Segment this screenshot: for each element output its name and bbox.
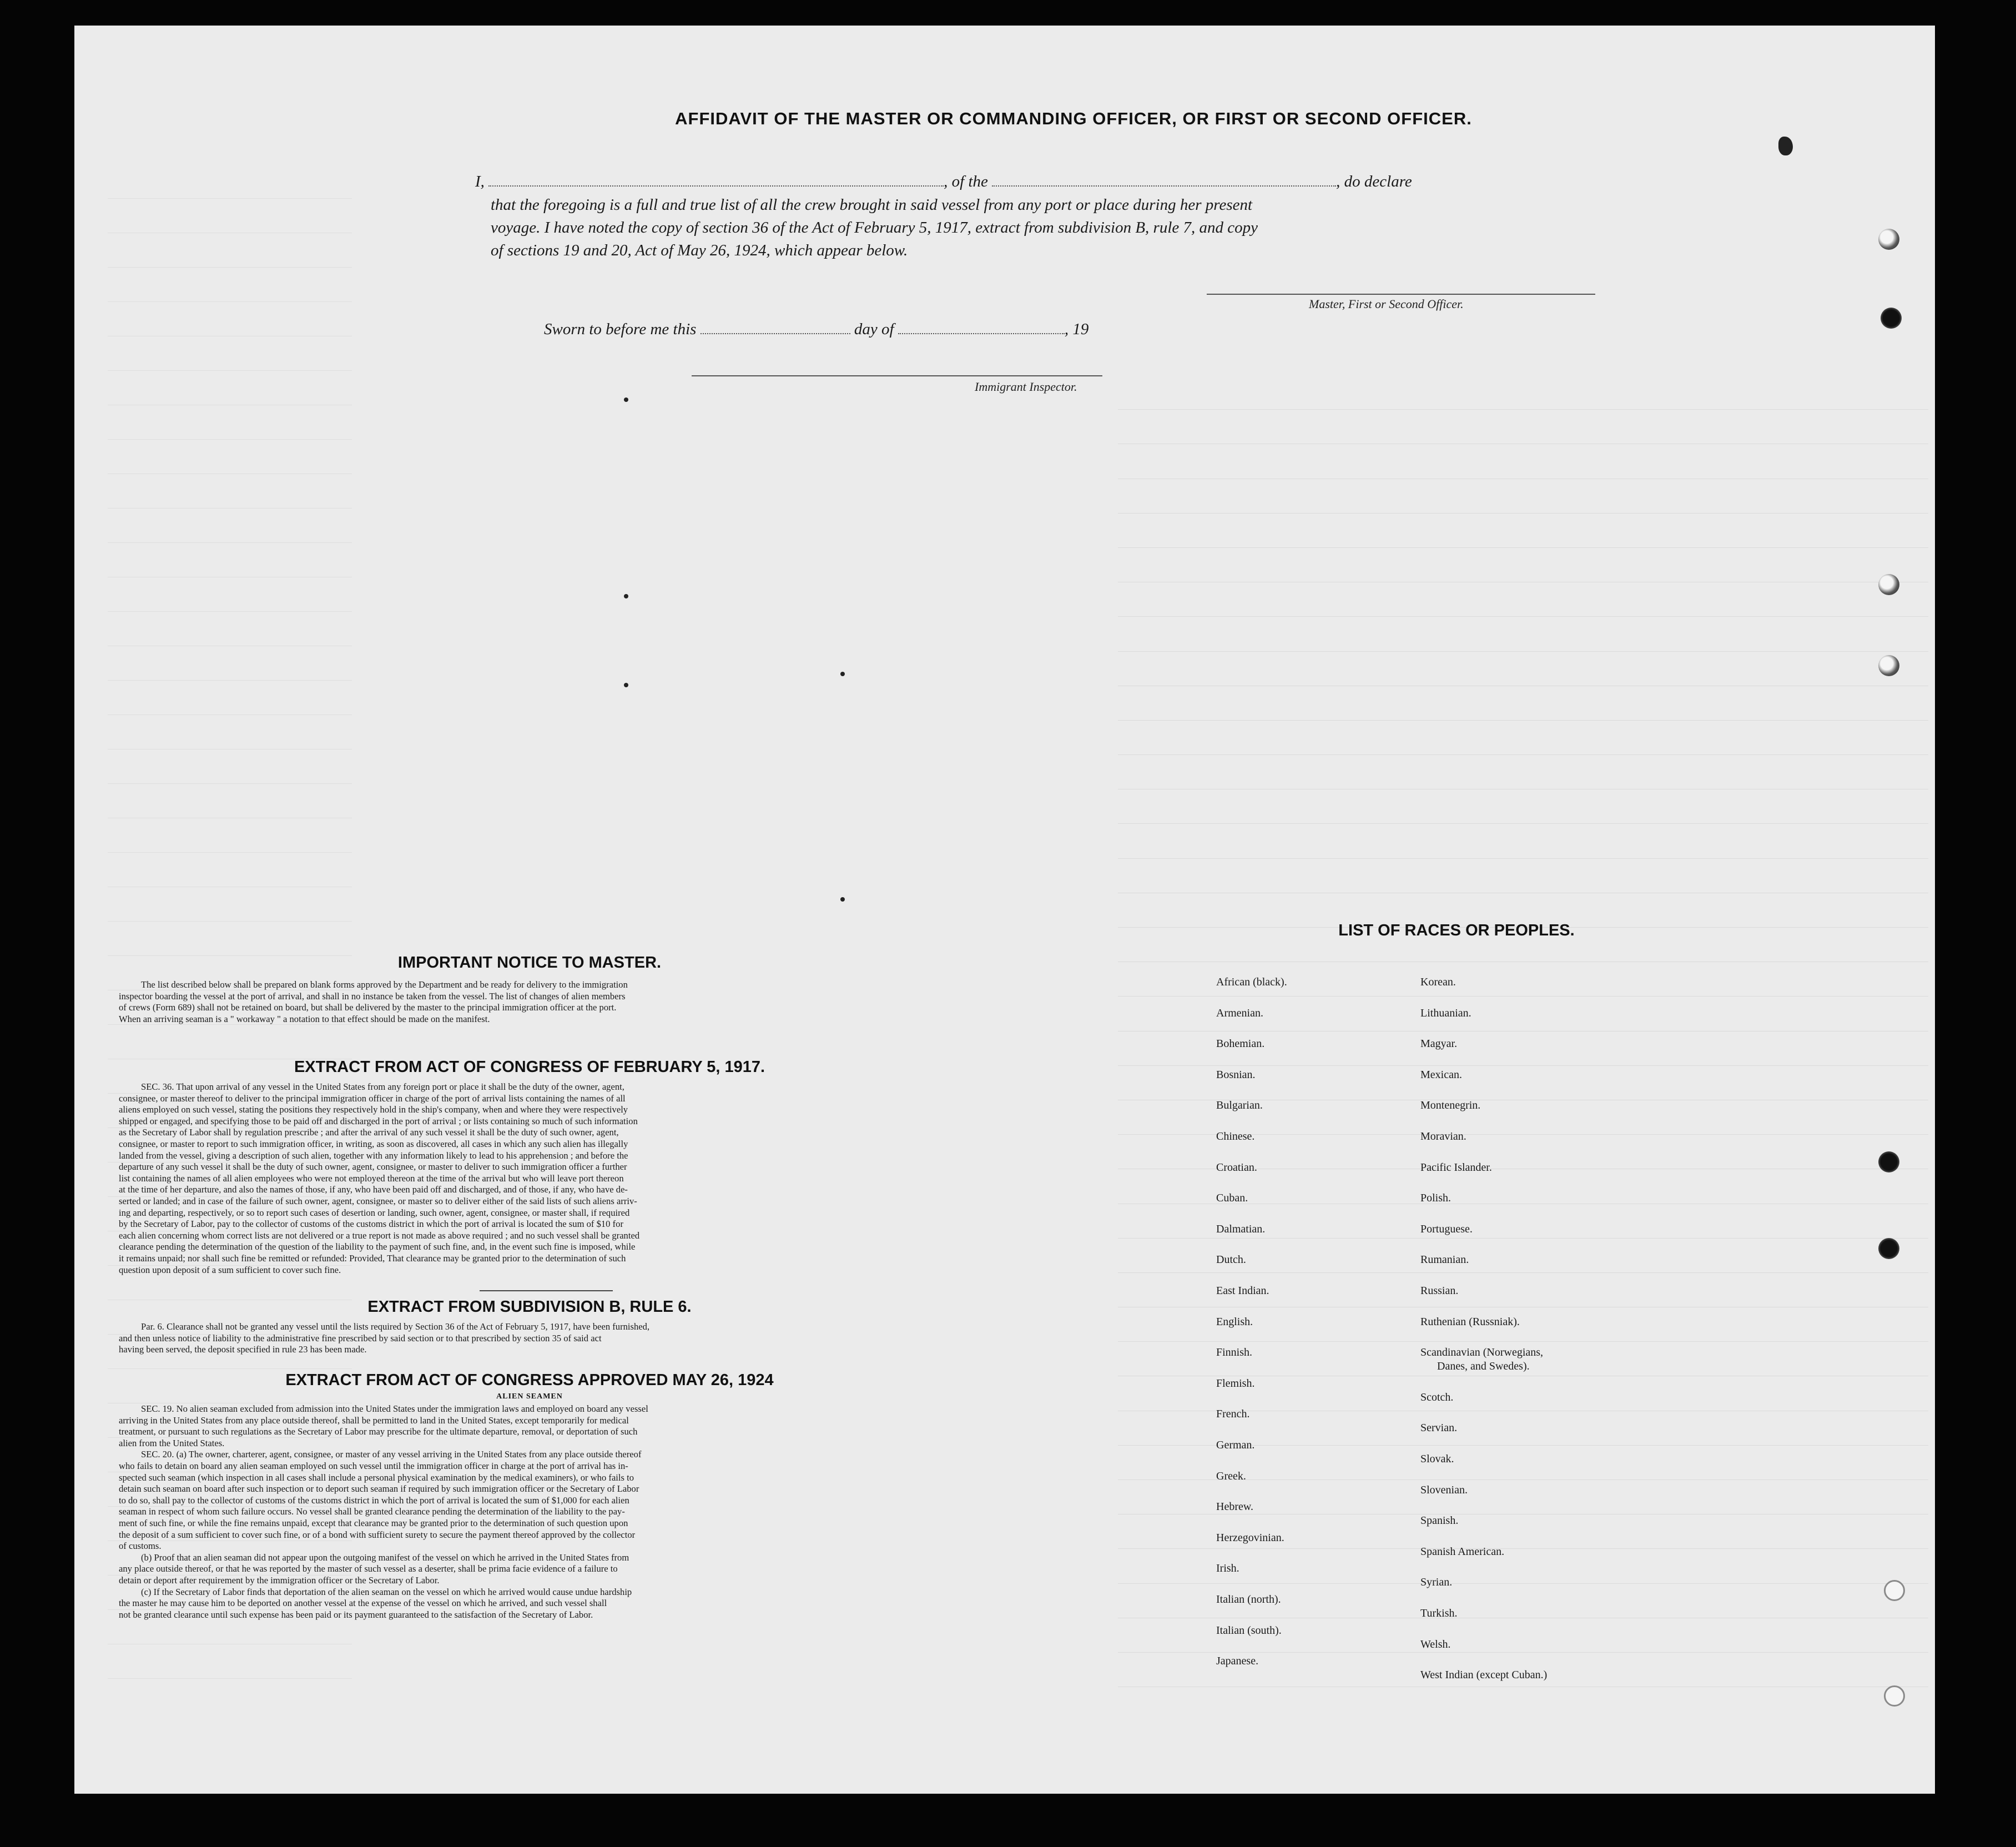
ghost-left-row	[108, 749, 352, 784]
race-left-item: African (black).	[1216, 976, 1287, 988]
speck	[840, 672, 845, 676]
ghost-row	[1118, 548, 1928, 582]
notice-text	[119, 979, 929, 1025]
affidavit-i-label: I,	[475, 173, 485, 190]
race-right-item: Syrian.	[1420, 1576, 1453, 1589]
speck	[840, 897, 845, 902]
ghost-left-row	[108, 302, 352, 336]
extract-rule6-line: having been served, the deposit specified in rule 23 has been made.	[119, 1344, 367, 1355]
ghost-left-row	[108, 199, 352, 233]
race-right-item: Slovak.	[1420, 1453, 1454, 1466]
affidavit-body-2: voyage. I have noted the copy of section 36 of the Act of February 5, 1917, extract from subdivision B, rule 7, and copy	[491, 219, 1258, 236]
ghost-row	[1118, 617, 1928, 651]
race-left-item: Cuban.	[1216, 1192, 1248, 1205]
ghost-left-row	[108, 336, 352, 371]
extract-1917-line: as the Secretary of Labor shall by regulation prescribe ; and after the arrival of any such vessel it shall be the duty of such owner, agent,	[119, 1127, 619, 1138]
race-left-item: English.	[1216, 1315, 1253, 1328]
extract-1924-line: (b) Proof that an alien seaman did not appear upon the outgoing manifest of the vessel on which he arrived in the United States from	[141, 1552, 629, 1563]
affidavit-declare-label: , do declare	[1336, 173, 1412, 190]
race-left-item: Finnish.	[1216, 1346, 1253, 1359]
extract-1917-text	[119, 1081, 929, 1276]
ghost-left-row	[108, 440, 352, 474]
race-right-item: Moravian.	[1420, 1130, 1466, 1143]
speck	[624, 683, 628, 687]
ghost-left-row	[108, 543, 352, 577]
ghost-row	[1118, 824, 1928, 858]
race-right-item: West Indian (except Cuban.)	[1420, 1669, 1548, 1682]
extract-1917-title: EXTRACT FROM ACT OF CONGRESS OF FEBRUARY 5, 1917.	[294, 1058, 765, 1076]
race-right-item: Slovenian.	[1420, 1483, 1468, 1496]
race-right-item: Polish.	[1420, 1192, 1451, 1205]
ghost-left-row	[108, 268, 352, 302]
race-left-item: Dutch.	[1216, 1254, 1246, 1266]
race-left-item: Chinese.	[1216, 1130, 1255, 1143]
punch-hole	[1878, 1238, 1899, 1259]
extract-1924-line: the deposit of a sum sufficient to cover such fine, or of a bond with sufficient surety to secure the payment thereof approved by the collector	[119, 1529, 636, 1540]
ghost-row	[1118, 789, 1928, 824]
extract-1917-line: landed from the vessel, giving a description of such alien, together with any information likely to lead to his apprehension ; and before the	[119, 1150, 628, 1161]
notice-title: IMPORTANT NOTICE TO MASTER.	[397, 954, 662, 972]
extract-1924-line: spected such seaman (which inspection in all cases shall include a personal physical examination by the medical examiners), or who fails to	[119, 1472, 634, 1483]
race-left-item: Italian (north).	[1216, 1593, 1281, 1606]
ghost-left-row	[108, 509, 352, 543]
notice-line: When an arriving seaman is a " workaway " a notation to that effect should be made on the manifest.	[119, 1013, 490, 1024]
race-right-item: Rumanian.	[1420, 1254, 1469, 1266]
extract-1924-line: the master he may cause him to be deported on another vessel at the expense of the vessel on which he arrived, and such vessel shall	[119, 1598, 607, 1609]
extract-1924-line: any place outside thereof, or that he was reported by the master of such vessel as a deserter, shall be prima facie evidence of a failure to	[119, 1563, 618, 1574]
race-left-item: Greek.	[1216, 1469, 1246, 1482]
sworn-label: Sworn to before me this	[544, 320, 697, 338]
document-page	[74, 26, 1935, 1794]
extract-rule6-line: and then unless notice of liability to the administrative fine prescribed by said section or to that prescribed by section 35 of said act	[119, 1332, 602, 1343]
ghost-row	[1118, 514, 1928, 548]
race-left-item: French.	[1216, 1408, 1250, 1421]
ghost-row	[1118, 444, 1928, 479]
ghost-row	[1118, 755, 1928, 789]
races-title: LIST OF RACES OR PEOPLES.	[1338, 922, 1575, 939]
sworn-line	[544, 320, 1088, 339]
notice-line: inspector boarding the vessel at the port of arrival, and shall in no instance be taken from the vessel. The list of changes of alien members	[119, 990, 626, 1001]
race-left-item: Japanese.	[1216, 1655, 1259, 1668]
ghost-row	[1118, 721, 1928, 755]
race-left-item: Bosnian.	[1216, 1068, 1256, 1081]
vessel-blank[interactable]	[992, 172, 1336, 187]
extract-1924-line: SEC. 19. No alien seaman excluded from admission into the United States under the immigration laws and employed on board any vessel	[141, 1403, 648, 1414]
race-right-item: Scotch.	[1420, 1391, 1454, 1403]
ghost-left-row	[108, 1644, 352, 1679]
race-left-item: East Indian.	[1216, 1285, 1269, 1297]
ghost-row	[1118, 1549, 1928, 1583]
race-right-item: Pacific Islander.	[1420, 1161, 1492, 1174]
ghost-left-row	[108, 646, 352, 681]
punch-hole	[1878, 229, 1899, 250]
ghost-left-row	[108, 612, 352, 646]
race-right-item: Spanish American.	[1420, 1545, 1505, 1558]
extract-1917-line: by the Secretary of Labor, pay to the collector of customs of the customs district in which the port of arrival is located the sum of $10 for	[119, 1219, 623, 1230]
extract-1917-line: each alien concerning whom correct lists are not delivered or a true report is not made as above required ; and no such vessel shall be granted	[119, 1230, 640, 1241]
ghost-left-row	[108, 818, 352, 853]
race-right-item: Danes, and Swedes).	[1437, 1360, 1530, 1373]
race-left-item: Armenian.	[1216, 1006, 1263, 1019]
affidavit-declaration-line	[475, 172, 1412, 191]
ghost-left-row	[108, 474, 352, 509]
race-left-item: Hebrew.	[1216, 1501, 1254, 1513]
ghost-left-row	[108, 233, 352, 268]
punch-hole	[1878, 574, 1899, 595]
extract-1924-line: SEC. 20. (a) The owner, charterer, agent, consignee, or master of any vessel arriving in the United States from any place outside thereof	[141, 1449, 642, 1460]
extract-1924-line: (c) If the Secretary of Labor finds that deportation of the alien seaman on the vessel on which he arrived would cause undue hardship	[141, 1586, 632, 1597]
race-right-item: Scandinavian (Norwegians,	[1420, 1346, 1544, 1359]
ghost-left-row	[108, 784, 352, 818]
extract-1917-line: aliens employed on such vessel, stating the positions they respectively hold in the ship's company, when and where they were respectively	[119, 1104, 628, 1115]
ghost-row	[1118, 686, 1928, 721]
extract-1917-line: SEC. 36. That upon arrival of any vessel in the United States from any foreign port or place it shall be the duty of the owner, agent,	[141, 1081, 624, 1092]
race-left-item: Dalmatian.	[1216, 1222, 1266, 1235]
notice-line: of crews (Form 689) shall not be retained on board, but shall be delivered by the master to the principal immigration officer at the port.	[119, 1002, 617, 1013]
race-right-item: Magyar.	[1420, 1038, 1458, 1050]
race-right-item: Servian.	[1420, 1422, 1458, 1435]
affidavit-body-3: of sections 19 and 20, Act of May 26, 1924, which appear below.	[491, 241, 908, 259]
extract-1924-subtitle: ALIEN SEAMEN	[496, 1392, 563, 1401]
extract-1917-line: consignee, or master thereof to deliver to the principal immigration officer in charge of the port of arrival lists containing the names of all	[119, 1093, 626, 1104]
race-left-item: Italian (south).	[1216, 1624, 1282, 1637]
extract-1917-line: question upon deposit of a sum sufficient to cover such fine.	[119, 1264, 341, 1275]
year-label: , 19	[1064, 320, 1089, 338]
extract-1917-line: it remains unpaid; nor shall such fine be remitted or refunded: Provided, That clearance may be granted prior to the determination of such	[119, 1252, 626, 1264]
ghost-left-row	[108, 405, 352, 440]
inspector-signature-line[interactable]	[692, 375, 1102, 376]
extract-1917-line: ing and departing, respectively, or so to report such cases of desertion or landing, such owner, agent, consignee, or master shall, if required	[119, 1207, 630, 1218]
race-left-item: Herzegovinian.	[1216, 1531, 1284, 1544]
extract-1924-line: seaman in respect of whom such failure occurs. No vessel shall be granted clearance pending the determination of the liability to the pay-	[119, 1506, 625, 1517]
race-right-item: Portuguese.	[1420, 1222, 1473, 1235]
extract-1924-line: treatment, or pursuant to such regulations as the Secretary of Labor may prescribe for the ultimate departure, removal, or deportation of such	[119, 1426, 638, 1437]
extract-rule6-line: Par. 6. Clearance shall not be granted any vessel until the lists required by Section 36 of the Act of February 5, 1917, have been furnished,	[141, 1321, 650, 1332]
punch-hole	[1881, 308, 1902, 329]
day-of-label: day of	[854, 320, 894, 338]
inspector-caption: Immigrant Inspector.	[975, 380, 1077, 394]
race-left-item: Bulgarian.	[1216, 1099, 1263, 1112]
extract-1924-line: of customs.	[119, 1541, 162, 1552]
extract-1924-line: detain or deport after requirement by the immigration officer or the Secretary of Labor.	[119, 1574, 440, 1586]
ghost-left-row	[108, 577, 352, 612]
race-left-item: Bohemian.	[1216, 1038, 1265, 1050]
race-left-item: Irish.	[1216, 1562, 1239, 1575]
race-right-item: Spanish.	[1420, 1514, 1459, 1527]
ghost-left-row	[108, 853, 352, 887]
extract-1917-line: clearance pending the determination of the question of the liability to the payment of such fine, and, in the event such fine is imposed, while	[119, 1241, 636, 1252]
extract-1924-line: not be granted clearance until such expense has been paid or its payment guaranteed to the satisfaction of the Secretary of Labor.	[119, 1609, 593, 1620]
ghost-row	[1118, 375, 1928, 410]
affidavit-body-1: that the foregoing is a full and true list of all the crew brought in said vessel from any port or place during her present	[491, 196, 1253, 214]
notice-line: The list described below shall be prepared on blank forms approved by the Department and be ready for delivery to the immigration	[141, 979, 628, 990]
race-right-item: Russian.	[1420, 1285, 1459, 1297]
race-left-item: Croatian.	[1216, 1161, 1257, 1174]
race-right-item: Mexican.	[1420, 1068, 1462, 1081]
extract-1924-title: EXTRACT FROM ACT OF CONGRESS APPROVED MAY 26, 1924	[285, 1371, 774, 1389]
punch-hole	[1878, 655, 1899, 676]
ghost-left-row	[108, 1025, 352, 1059]
extract-1917-line: consignee, or master to report to such immigration officer, in writing, as soon as discovered, all cases in which any such alien has illegally	[119, 1138, 628, 1149]
race-right-item: Korean.	[1420, 976, 1456, 988]
ghost-left-row	[108, 887, 352, 922]
ghost-left-row	[108, 681, 352, 715]
ghost-left-row	[108, 922, 352, 956]
race-left-item: German.	[1216, 1439, 1255, 1451]
speck	[624, 594, 628, 598]
extract-1924-line: ment of such fine, or while the fine remains unpaid, except that clearance may be granted prior to the determination of such question upon	[119, 1517, 628, 1528]
extract-1917-line: at the time of her departure, and also the names of those, if any, who have been paid off and discharged, and of those, if any, who have de-	[119, 1184, 628, 1195]
ghost-left-row	[108, 371, 352, 405]
extract-1924-line: arriving in the United States from any place outside thereof, shall be permitted to land in the United States, except temporarily for medical	[119, 1415, 629, 1426]
master-caption: Master, First or Second Officer.	[1309, 297, 1464, 311]
month-blank[interactable]	[898, 320, 1065, 334]
ghost-row	[1118, 410, 1928, 444]
extract-1924-line: alien from the United States.	[119, 1437, 225, 1448]
extract-1924-line: who fails to detain on board any alien seaman employed on such vessel until the immigration officer in charge at the port of arrival has in-	[119, 1460, 628, 1471]
ghost-row	[1118, 652, 1928, 686]
race-left-item: Flemish.	[1216, 1377, 1255, 1390]
race-right-item: Turkish.	[1420, 1607, 1458, 1620]
race-right-item: Lithuanian.	[1420, 1006, 1471, 1019]
day-blank[interactable]	[700, 320, 850, 334]
race-right-item: Montenegrin.	[1420, 1099, 1481, 1112]
race-right-item: Welsh.	[1420, 1638, 1451, 1650]
race-right-item: Ruthenian (Russniak).	[1420, 1315, 1520, 1328]
section-divider	[480, 1290, 613, 1291]
ink-blot	[1778, 137, 1793, 155]
ghost-left-row	[108, 715, 352, 749]
extract-1917-line: shipped or engaged, and specifying those to be paid off and discharged in the port of arrival ; or lists containing so much of such information	[119, 1115, 638, 1126]
master-signature-line[interactable]	[1207, 294, 1595, 295]
extract-1924-line: detain such seaman on board after such inspection or to deport such seaman if required by such immigration officer or the Secretary of Labor	[119, 1483, 639, 1494]
punch-hole	[1884, 1580, 1905, 1601]
extract-rule6-text	[119, 1321, 929, 1356]
ghost-left-row	[108, 164, 352, 199]
name-blank[interactable]	[488, 172, 944, 187]
ghost-row	[1118, 479, 1928, 514]
punch-hole	[1878, 1151, 1899, 1172]
extract-1924-line: to do so, shall pay to the collector of customs of the customs district in which the port of arrival is located the sum of $1,000 for each alien	[119, 1494, 629, 1506]
extract-1917-line: list containing the names of all alien employees who were not employed thereon at the time of the arrival but who will leave port thereon	[119, 1172, 624, 1184]
ghost-row	[1118, 859, 1928, 893]
extract-1917-line: departure of any such vessel it shall be the duty of such owner, agent, consignee, or master to deliver to such immigration officer a further	[119, 1161, 627, 1172]
extract-1924-text	[119, 1403, 929, 1620]
extract-1917-line: serted or landed; and in case of the failure of such owner, agent, consignee, or master so to deliver either of the said lists of such aliens arriv-	[119, 1195, 637, 1206]
affidavit-of-label: , of the	[944, 173, 988, 190]
punch-hole	[1884, 1685, 1905, 1707]
extract-rule6-title: EXTRACT FROM SUBDIVISION B, RULE 6.	[367, 1298, 692, 1316]
ghost-row	[1118, 582, 1928, 617]
speck	[624, 397, 628, 402]
affidavit-title: AFFIDAVIT OF THE MASTER OR COMMANDING OFFICER, OR FIRST OR SECOND OFFICER.	[675, 109, 1472, 128]
